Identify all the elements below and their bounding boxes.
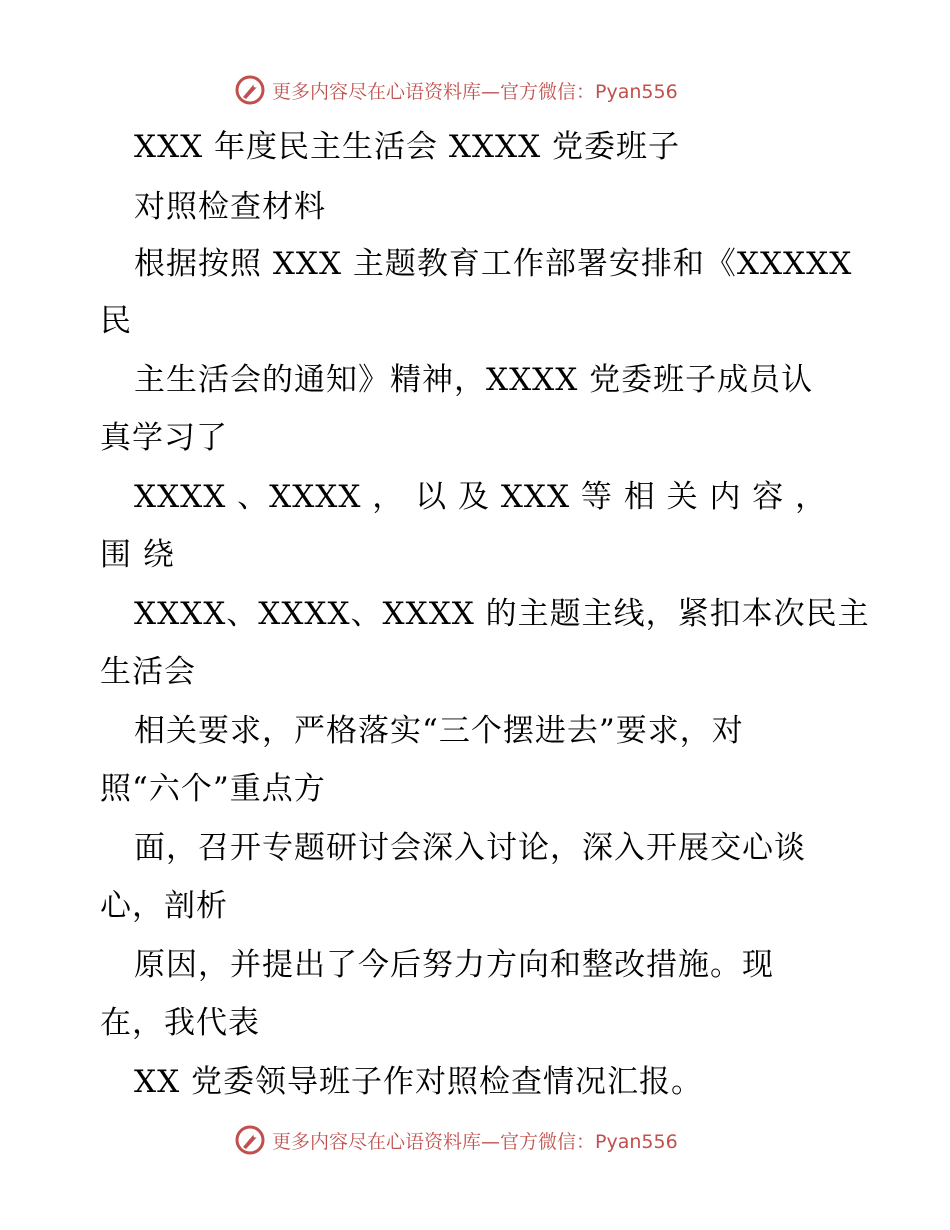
paragraph-line: 相关要求，严格落实“三个摆进去”要求，对 xyxy=(134,713,744,749)
paragraph-line: 真学习了 xyxy=(100,420,228,456)
paragraph-line: XX 党委领导班子作对照检查情况汇报。 xyxy=(134,1064,703,1100)
paragraph-line: 心，剖析 xyxy=(100,888,228,924)
watermark-banner-bottom xyxy=(234,1123,794,1157)
paragraph-line: 民 xyxy=(100,303,132,339)
paragraph-line: 在，我代表 xyxy=(100,1005,260,1041)
paragraph-line: 照“六个”重点方 xyxy=(100,771,326,807)
paragraph-line: 面，召开专题研讨会深入讨论，深入开展交心谈 xyxy=(134,830,806,866)
paragraph-line: 围 绕 xyxy=(100,537,175,573)
paragraph-line: 根据按照 XXX 主题教育工作部署安排和《XXXXX xyxy=(134,246,853,282)
pen-nib-logo-icon xyxy=(234,1124,266,1156)
paragraph-line: XXXX、XXXX、XXXX 的主题主线，紧扣本次民主 xyxy=(134,596,870,632)
paragraph-line: 主生活会的通知》精神，XXXX 党委班子成员认 xyxy=(134,362,814,398)
document-title-line-1: XXX 年度民主生活会 XXXX 党委班子 xyxy=(134,129,681,165)
pen-nib-logo-icon xyxy=(234,74,266,106)
watermark-text: 更多内容尽在心语资料库—官方微信：Pyan556 xyxy=(272,1130,678,1153)
document-title-line-2: 对照检查材料 xyxy=(134,189,326,225)
watermark-banner-top xyxy=(234,73,794,107)
watermark-text: 更多内容尽在心语资料库—官方微信：Pyan556 xyxy=(272,80,678,103)
paragraph-line: XXXX 、XXXX ， 以 及 XXX 等 相 关 内 容 ， xyxy=(134,479,828,515)
paragraph-line: 生活会 xyxy=(100,654,196,690)
paragraph-line: 原因，并提出了今后努力方向和整改措施。现 xyxy=(134,947,774,983)
